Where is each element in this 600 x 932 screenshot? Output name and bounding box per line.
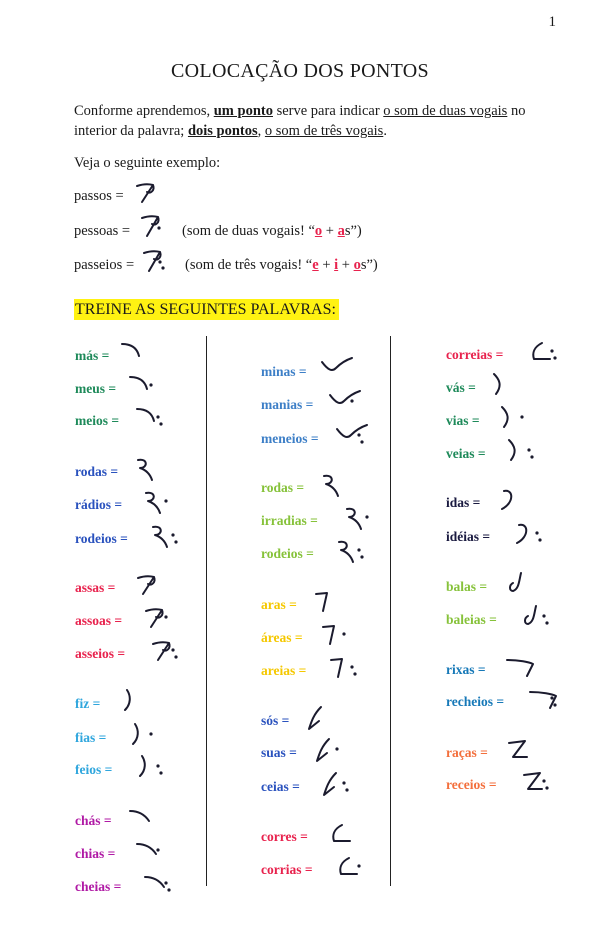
shorthand-glyph-left-9 bbox=[119, 688, 155, 716]
exercise-word-right-2: vias = bbox=[446, 413, 480, 428]
shorthand-glyph-left-13 bbox=[134, 838, 170, 866]
exercise-word-middle-1: manias = bbox=[261, 397, 314, 412]
intro-text-1: Conforme aprendemos, bbox=[74, 103, 214, 119]
exercise-word-middle-8: areias = bbox=[261, 663, 307, 678]
exercise-word-left-12: chás = bbox=[75, 813, 112, 828]
shorthand-glyph-left-11 bbox=[134, 754, 170, 782]
exercise-word-middle-7: áreas = bbox=[261, 630, 303, 645]
exercise-word-left-9: fiz = bbox=[75, 696, 101, 711]
exercise-word-middle-5: rodeios = bbox=[261, 546, 314, 561]
shorthand-glyph-right-0 bbox=[528, 339, 564, 367]
exercise-word-left-3: rodas = bbox=[75, 464, 119, 479]
exercise-word-right-3: veias = bbox=[446, 446, 486, 461]
shorthand-glyph-left-8 bbox=[149, 638, 185, 666]
vowel-i: i bbox=[334, 257, 339, 273]
intro-dois-pontos: dois pontos bbox=[187, 123, 258, 139]
exercise-word-right-11: receios = bbox=[446, 777, 497, 792]
exercise-word-left-4: rádios = bbox=[75, 497, 123, 512]
exercise-word-left-8: asseios = bbox=[75, 646, 126, 661]
shorthand-glyph-right-7 bbox=[520, 604, 556, 632]
exercise-word-left-0: más = bbox=[75, 348, 110, 363]
vowel-a: a bbox=[337, 223, 345, 239]
example-note-pessoas: (som de duas vogais! “o + as”) bbox=[182, 223, 362, 239]
shorthand-glyph-middle-10 bbox=[313, 737, 349, 765]
shorthand-glyph-right-11 bbox=[520, 769, 556, 797]
shorthand-glyph-middle-6 bbox=[313, 589, 349, 617]
shorthand-glyph-left-12 bbox=[127, 805, 163, 833]
example-word-passos: passos = bbox=[74, 188, 124, 204]
shorthand-glyph-right-2 bbox=[498, 405, 534, 433]
shorthand-glyph-right-6 bbox=[505, 571, 541, 599]
vowel-o: o bbox=[314, 223, 323, 239]
shorthand-glyph-right-4 bbox=[498, 487, 534, 515]
intro-text-3: no interior da palavra; bbox=[74, 103, 526, 139]
example-word-passeios: passeios = bbox=[74, 257, 135, 273]
exercise-word-left-11: feios = bbox=[75, 762, 113, 777]
intro-text-4: , bbox=[257, 123, 265, 139]
shorthand-glyph-pessoas bbox=[138, 212, 168, 244]
exercise-word-middle-11: ceias = bbox=[261, 779, 300, 794]
example-note-passeios: (som de três vogais! “e + i + os”) bbox=[185, 257, 378, 273]
exercise-word-right-0: correias = bbox=[446, 347, 504, 362]
exercise-word-left-10: fias = bbox=[75, 730, 107, 745]
shorthand-glyph-middle-1 bbox=[328, 389, 364, 417]
exercise-heading: TREINE AS SEGUINTES PALAVRAS: bbox=[74, 299, 339, 320]
column-divider-left bbox=[206, 336, 207, 886]
shorthand-glyph-right-3 bbox=[505, 438, 541, 466]
shorthand-glyph-left-7 bbox=[142, 605, 178, 633]
shorthand-glyph-passeios bbox=[140, 247, 170, 279]
shorthand-glyph-left-10 bbox=[127, 722, 163, 750]
shorthand-glyph-middle-8 bbox=[328, 655, 364, 683]
shorthand-glyph-middle-4 bbox=[343, 505, 379, 533]
exercise-word-middle-9: sós = bbox=[261, 713, 290, 728]
example-intro: Veja o seguinte exemplo: bbox=[74, 155, 221, 171]
exercise-word-left-13: chias = bbox=[75, 846, 116, 861]
shorthand-glyph-left-5 bbox=[149, 523, 185, 551]
shorthand-glyph-left-2 bbox=[134, 405, 170, 433]
shorthand-glyph-right-9 bbox=[528, 686, 564, 714]
shorthand-glyph-middle-0 bbox=[320, 356, 356, 384]
shorthand-glyph-middle-9 bbox=[305, 705, 341, 733]
exercise-word-left-6: assas = bbox=[75, 580, 116, 595]
exercise-word-middle-3: rodas = bbox=[261, 480, 305, 495]
intro-paragraph bbox=[74, 101, 564, 141]
exercise-word-middle-6: aras = bbox=[261, 597, 297, 612]
example-word-pessoas: pessoas = bbox=[74, 223, 131, 239]
shorthand-glyph-middle-3 bbox=[320, 472, 356, 500]
exercise-word-right-4: idas = bbox=[446, 495, 481, 510]
shorthand-glyph-left-1 bbox=[127, 373, 163, 401]
exercise-word-middle-2: meneios = bbox=[261, 431, 319, 446]
shorthand-glyph-right-1 bbox=[490, 372, 526, 400]
exercise-word-left-7: assoas = bbox=[75, 613, 123, 628]
shorthand-glyph-left-0 bbox=[119, 340, 155, 368]
exercise-word-right-8: rixas = bbox=[446, 662, 486, 677]
vowel-o2: o bbox=[353, 257, 361, 273]
exercise-word-right-1: vás = bbox=[446, 380, 476, 395]
exercise-word-left-14: cheias = bbox=[75, 879, 122, 894]
intro-text-5: . bbox=[383, 123, 387, 139]
shorthand-glyph-middle-7 bbox=[320, 622, 356, 650]
shorthand-glyph-middle-13 bbox=[335, 854, 371, 882]
column-divider-right bbox=[390, 336, 391, 886]
shorthand-glyph-right-5 bbox=[513, 521, 549, 549]
exercise-word-middle-4: irradias = bbox=[261, 513, 318, 528]
shorthand-glyph-left-4 bbox=[142, 489, 178, 517]
exercise-word-right-5: idéias = bbox=[446, 529, 491, 544]
shorthand-glyph-left-3 bbox=[134, 456, 170, 484]
exercise-word-left-2: meios = bbox=[75, 413, 120, 428]
shorthand-glyph-passos bbox=[133, 180, 163, 210]
intro-tres-vogais: o som de três vogais bbox=[264, 123, 384, 139]
shorthand-glyph-middle-5 bbox=[335, 538, 371, 566]
intro-um-ponto: um ponto bbox=[213, 103, 273, 119]
exercise-word-right-6: balas = bbox=[446, 579, 488, 594]
shorthand-glyph-middle-12 bbox=[328, 821, 364, 849]
exercise-word-left-5: rodeios = bbox=[75, 531, 128, 546]
exercise-word-middle-10: suas = bbox=[261, 745, 297, 760]
exercise-word-middle-0: minas = bbox=[261, 364, 307, 379]
exercise-word-right-10: raças = bbox=[446, 745, 488, 760]
page-number: 1 bbox=[548, 14, 556, 30]
exercise-word-left-1: meus = bbox=[75, 381, 117, 396]
exercise-word-middle-13: corrias = bbox=[261, 862, 313, 877]
shorthand-glyph-right-10 bbox=[505, 737, 541, 765]
intro-text-2: serve para indicar bbox=[272, 103, 384, 119]
exercise-word-right-9: recheios = bbox=[446, 694, 505, 709]
vowel-e: e bbox=[312, 257, 319, 273]
shorthand-glyph-left-14 bbox=[142, 871, 178, 899]
shorthand-glyph-left-6 bbox=[134, 572, 170, 600]
exercise-word-right-7: baleias = bbox=[446, 612, 497, 627]
shorthand-glyph-middle-2 bbox=[335, 423, 371, 451]
page-title: COLOCAÇÃO DOS PONTOS bbox=[171, 60, 429, 82]
shorthand-glyph-middle-11 bbox=[320, 771, 356, 799]
shorthand-glyph-right-8 bbox=[505, 654, 541, 682]
intro-duas-vogais: o som de duas vogais bbox=[383, 103, 508, 119]
exercise-word-middle-12: corres = bbox=[261, 829, 308, 844]
